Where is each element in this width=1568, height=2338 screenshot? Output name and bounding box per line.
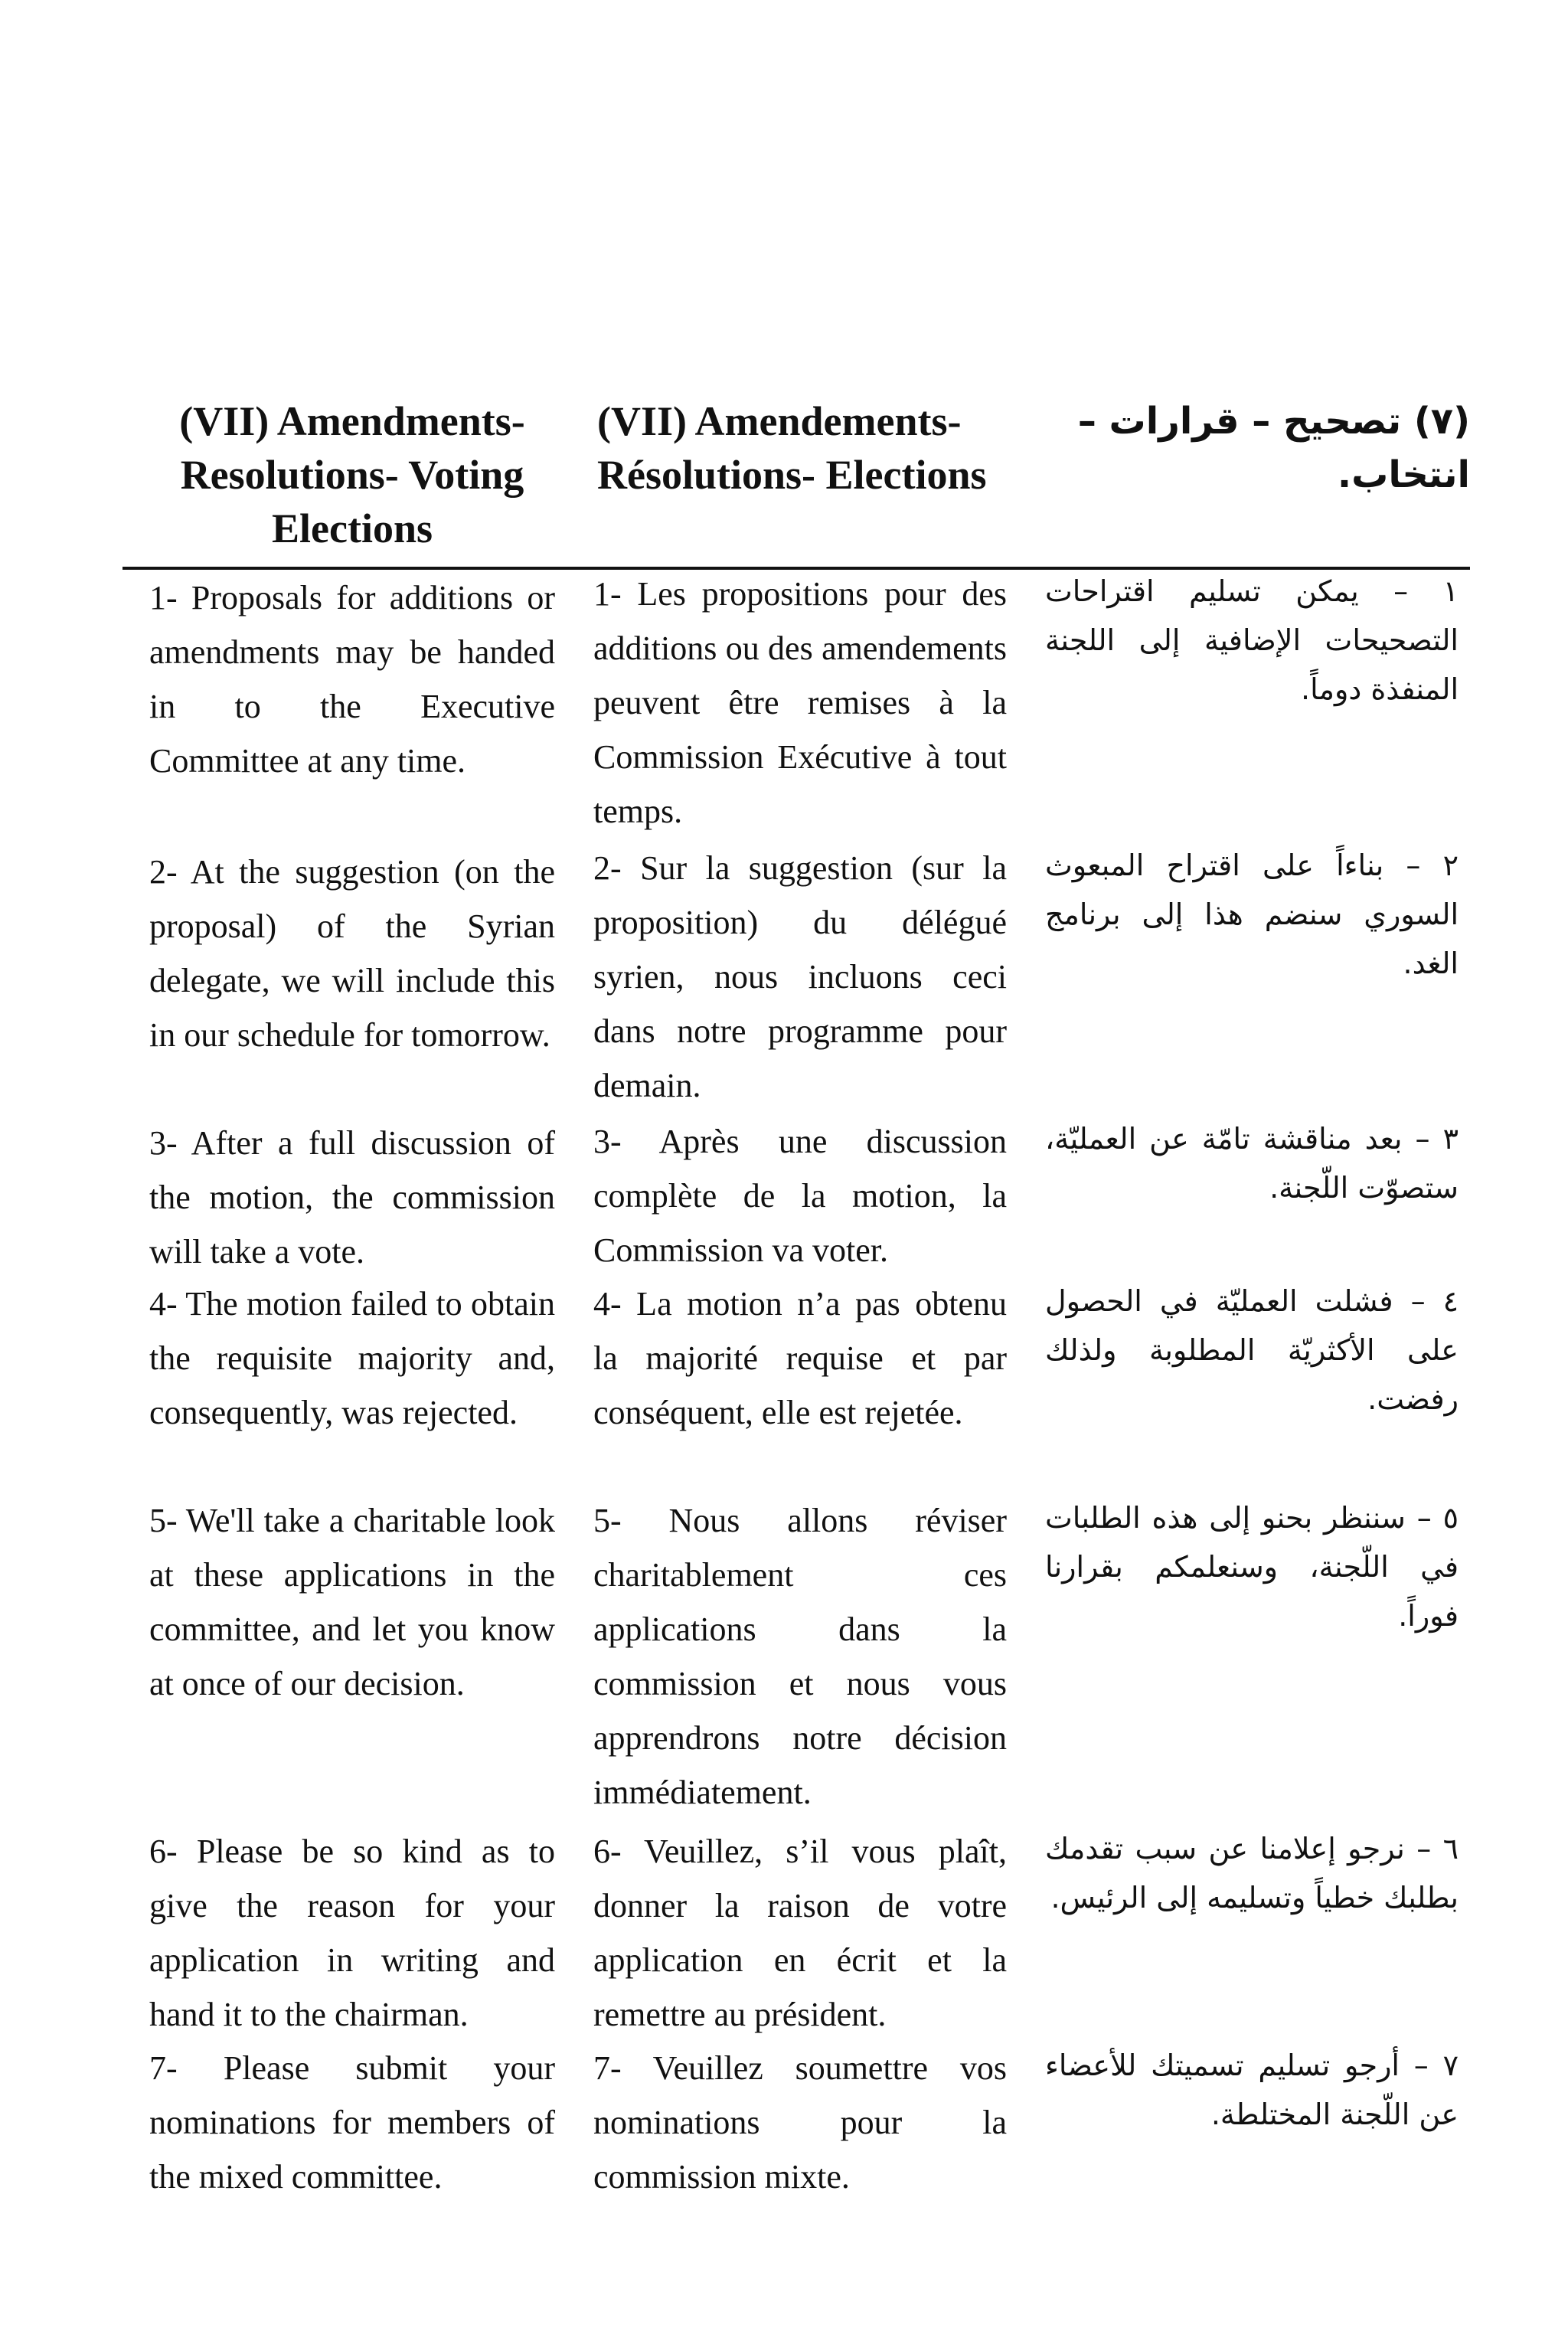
item-3-arabic: ٣ – بعد مناقشة تامّة عن العمليّة، ستصوّت اللّجنة. [1045, 1122, 1459, 1205]
item-7-english: 7- Please submit your nominations for members of the mixed committee. [149, 2049, 555, 2196]
item-3-english: 3- After a full discussion of the motion, the commission will take a vote. [149, 1124, 555, 1270]
item-5-french: 5- Nous allons réviser charitablement ces applications dans la commission et nous vous apprendrons notre décision immédiatement. [593, 1502, 1007, 1811]
item-6-english: 6- Please be so kind as to give the reason for your application in writing and hand it to the chairman. [149, 1833, 555, 2033]
item-3-french: 3- Après une discussion complète de la motion, la Commission va voter. [593, 1123, 1007, 1269]
item-1-arabic: ١ – يمكن تسليم اقتراحات التصحيحات الإضافية إلى اللجنة المنفذة دوماً. [1045, 574, 1459, 706]
item-6-french: 6- Veuillez, s’il vous plaît, donner la raison de votre application en écrit et la remettre au président. [593, 1833, 1007, 2033]
item-4-arabic: ٤ – فشلت العمليّة في الحصول على الأكثريّة المطلوبة ولذلك رفضت. [1045, 1284, 1459, 1416]
column-headers [138, 394, 1470, 563]
item-1-french: 1- Les propositions pour des additions ou des amendements peuvent être remises à la Commission Exécutive à tout temps. [593, 575, 1007, 830]
header-arabic: (٧) تصحيح – قرارات – انتخاب. [1077, 400, 1470, 496]
item-4-french: 4- La motion n’a pas obtenu la majorité requise et par conséquent, elle est rejetée. [593, 1285, 1007, 1431]
item-2-arabic: ٢ – بناءاً على اقتراح المبعوث السوري سنضم هذا إلى برنامج الغد. [1045, 849, 1459, 980]
header-english: (VII) Amendments- Resolutions- Voting Elections [179, 398, 525, 551]
item-2-french: 2- Sur la suggestion (sur la proposition) du délégué syrien, nous incluons ceci dans notre programme pour demain. [593, 849, 1007, 1104]
item-4-english: 4- The motion failed to obtain the requisite majority and, consequently, was rejected. [149, 1285, 555, 1431]
item-2-english: 2- At the suggestion (on the proposal) of the Syrian delegate, we will include this in our schedule for tomorrow. [149, 853, 555, 1054]
item-7-arabic: ٧ – أرجو تسليم تسميتك للأعضاء عن اللّجنة المختلطة. [1045, 2049, 1459, 2131]
item-1-english: 1- Proposals for additions or amendments may be handed in to the Executive Committee at any time. [149, 579, 555, 780]
item-5-english: 5- We'll take a charitable look at these applications in the committee, and let you know at once of our decision. [149, 1502, 555, 1702]
item-5-arabic: ٥ – سننظر بحنو إلى هذه الطلبات في اللّجنة، وسنعلمكم بقرارنا فوراً. [1045, 1501, 1459, 1633]
header-french: (VII) Amendements- Résolutions- Elections [597, 398, 987, 498]
item-6-arabic: ٦ – نرجو إعلامنا عن سبب تقدمك بطلبك خطياً وتسليمه إلى الرئيس. [1045, 1832, 1459, 1915]
item-7-french: 7- Veuillez soumettre vos nominations pour la commission mixte. [593, 2049, 1007, 2196]
